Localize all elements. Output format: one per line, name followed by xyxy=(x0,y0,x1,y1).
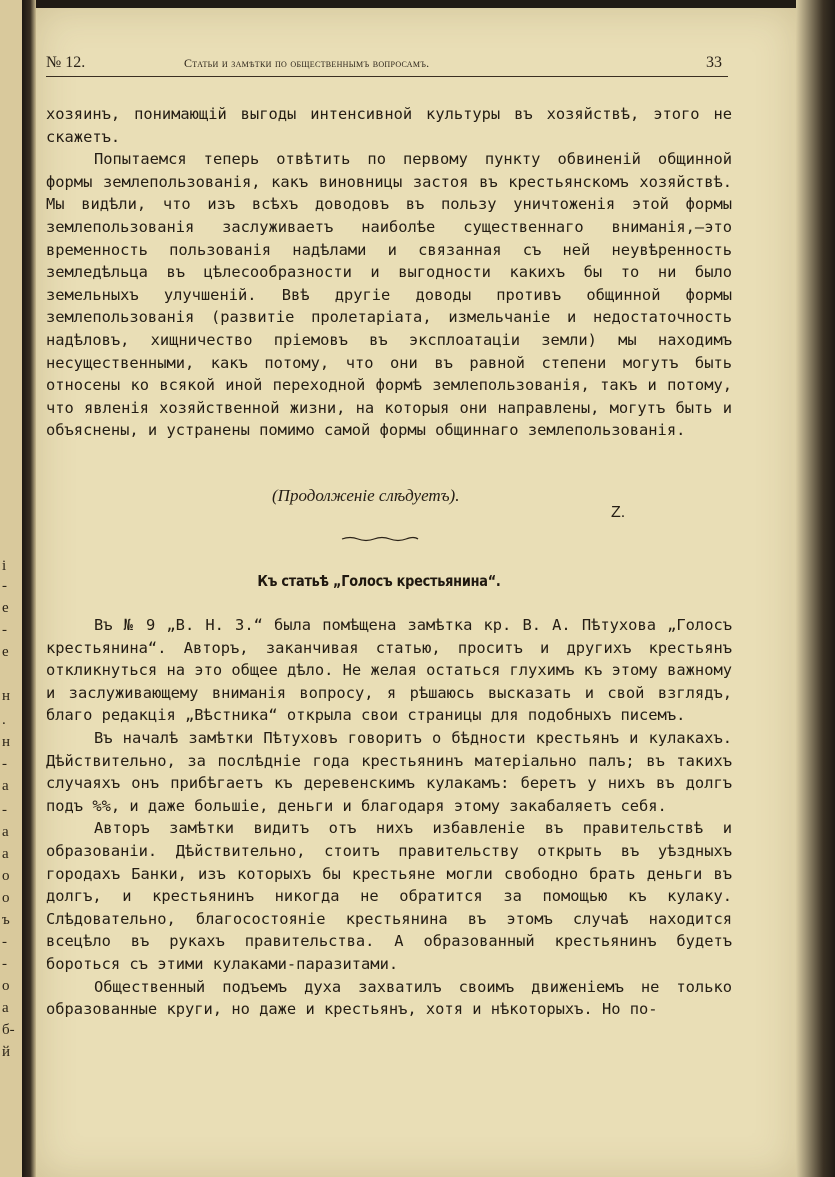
prev-page-fragment: а xyxy=(2,778,9,794)
page-number: 33 xyxy=(706,54,722,71)
prev-page-fragment: - xyxy=(2,956,7,972)
prev-page-fragment: о xyxy=(2,890,10,906)
prev-page-fragment: - xyxy=(2,578,7,594)
paragraph: Въ началѣ замѣтки Пѣтуховъ говоритъ о бѣдности крестьянъ и кулакахъ. Дѣйствительно, за послѣдніе года крестьянинъ матеріально палъ; въ такихъ случаяхъ онъ прибѣгаетъ къ деревенскимъ кулакамъ: беретъ у нихъ въ долгъ подъ %%, и даже большіе, деньги и благодаря этому закабаляетъ себя. xyxy=(46,728,732,815)
author-signature: Z. xyxy=(611,504,626,521)
article-continuation xyxy=(46,103,732,442)
prev-page-fragment: а xyxy=(2,824,9,840)
prev-page-fragment: н xyxy=(2,688,11,704)
page-edge-shadow xyxy=(796,0,835,1177)
section-divider xyxy=(340,534,420,544)
prev-page-fragment: й xyxy=(2,1044,11,1060)
prev-page-fragment: а xyxy=(2,1000,9,1016)
prev-page-fragment: б- xyxy=(2,1022,15,1038)
prev-page-fragment: о xyxy=(2,868,10,884)
prev-page-fragment: а xyxy=(2,846,9,862)
article-body xyxy=(46,614,732,1021)
paragraph: Въ № 9 „В. Н. З.“ была помѣщена замѣтка кр. В. А. Пѣтухова „Голосъ крестьянина“. Авторъ, заканчивая статью, проситъ и другихъ крестьянъ откликнуться на это общее дѣло. Не желая остаться глухимъ къ этому важному и заслуживающему вниманія вопросу, я рѣшаюсь высказать и свой взглядъ, благо редакція „Вѣстника“ открыла свои страницы для подобныхъ писемъ. xyxy=(46,616,732,725)
prev-page-fragment: - xyxy=(2,802,7,818)
book-gutter xyxy=(22,0,36,1177)
prev-page-fragment: е xyxy=(2,600,9,616)
prev-page-fragment: . xyxy=(2,712,6,728)
prev-page-fragment: н xyxy=(2,734,11,750)
running-title: Статьи и замѣтки по общественнымъ вопросамъ. xyxy=(184,56,430,70)
prev-page-fragment: о xyxy=(2,978,10,994)
paragraph: Попытаемся теперь отвѣтить по первому пункту обвиненій общинной формы землепользованія, какъ виновницы застоя въ крестьянскомъ хозяйствѣ. Мы видѣли, что изъ всѣхъ доводовъ въ пользу уничтоженія этой формы землепользованія заслуживаетъ наиболѣе существеннаго вниманія,—это временность пользованія надѣлами и связанная съ ней неувѣренность земледѣльца въ цѣлесообразности и выгодности какихъ бы то ни было земельныхъ улучшеній. Ввѣ другіе доводы противъ общинной формы землепользованія (развитіе пролетаріата, измельчаніе и недостаточность надѣловъ, хищничество пріемовъ въ эксплоатаціи земли) мы находимъ несущественными, какъ потому, что они въ равной степени могутъ быть относены ко всякой иной переходной формѣ землепользованія, такъ и потому, что явленія хозяйственной жизни, на которыя они направлены, могутъ быть и объяснены, и устранены помимо самой формы общиннаго землепользованія. xyxy=(46,150,732,440)
previous-page-edge xyxy=(0,0,22,1177)
prev-page-fragment: е xyxy=(2,644,9,660)
prev-page-fragment: - xyxy=(2,622,7,638)
prev-page-fragment: - xyxy=(2,934,7,950)
paragraph: Авторъ замѣтки видитъ отъ нихъ избавленіе въ правительствѣ и образованіи. Дѣйствительно, стоитъ правительству открыть въ уѣздныхъ городахъ Банки, изъ которыхъ бы крестьяне могли свободно брать деньги въ долгъ, и крестьянинъ никогда не обратится за помощью къ кулаку. Слѣдовательно, благосостояніе крестьянина въ этомъ случаѣ находится всецѣло въ рукахъ правительства. А образованный крестьянинъ будетъ бороться съ этими кулаками-паразитами. xyxy=(46,819,732,973)
paragraph: Общественный подъемъ духа захватилъ своимъ движеніемъ не только образованные круги, но даже и крестьянъ, хотя и нѣкоторыхъ. Но по- xyxy=(46,977,732,1019)
prev-page-fragment: і xyxy=(2,558,7,574)
continued-note: (Продолженіе слѣдуетъ). xyxy=(272,486,460,505)
issue-number: № 12. xyxy=(46,54,86,71)
prev-page-fragment: - xyxy=(2,756,7,772)
article-title: Къ статьѣ „Голосъ крестьянина“. xyxy=(257,572,501,590)
document-page xyxy=(36,8,796,1177)
paragraph: хозяинъ, понимающій выгоды интенсивной культуры въ хозяйствѣ, этого не скажетъ. xyxy=(46,105,732,146)
running-header xyxy=(46,46,728,77)
prev-page-fragment: ъ xyxy=(2,912,10,928)
